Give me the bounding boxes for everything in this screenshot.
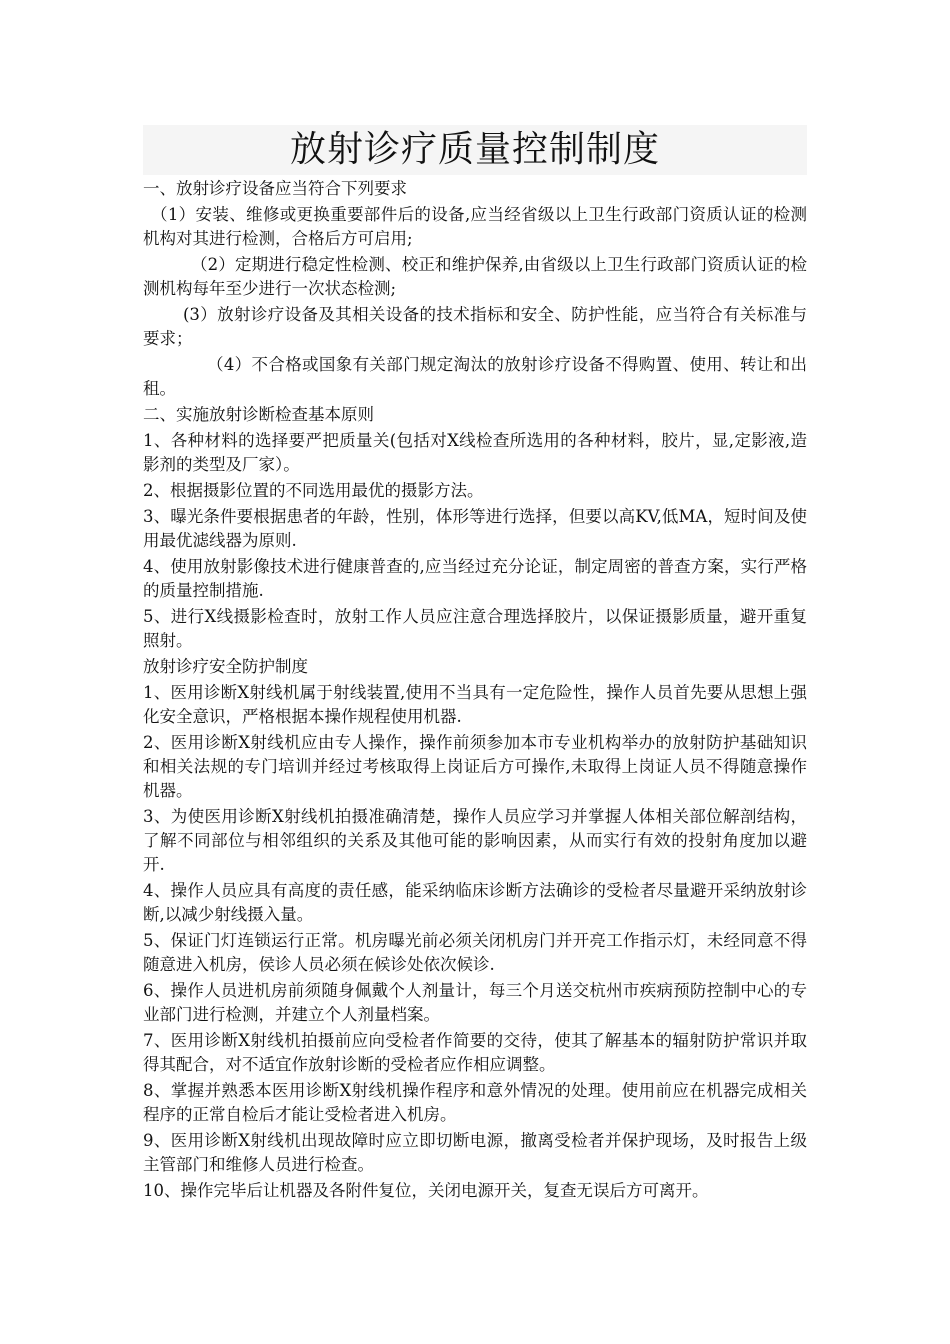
safety-item-9: 9、医用诊断X射线机出现故障时应立即切断电源，撤离受检者并保护现场，及时报告上级主管部门和维修人员进行检查。	[143, 1131, 807, 1174]
title-band	[143, 125, 807, 175]
principle-item-5: 5、进行X线摄影检查时，放射工作人员应注意合理选择胶片，以保证摄影质量，避开重复照射。	[143, 607, 807, 650]
safety-item-3: 3、为使医用诊断X射线机拍摄准确清楚，操作人员应学习并掌握人体相关部位解剖结构，了解不同部位与相邻组织的关系及其他可能的影响因素，从而实行有效的投射角度加以避开.	[143, 807, 807, 874]
safety-item-5: 5、保证门灯连锁运行正常。机房曝光前必须关闭机房门并开亮工作指示灯，未经同意不得随意进入机房，侯诊人员必须在候诊处依次候诊.	[143, 931, 807, 974]
document-title: 放射诊疗质量控制制度	[289, 129, 660, 170]
safety-item-6: 6、操作人员进机房前须随身佩戴个人剂量计，每三个月送交杭州市疾病预防控制中心的专业部门进行检测，并建立个人剂量档案。	[143, 981, 807, 1024]
document-body	[143, 177, 807, 1205]
principle-item-1: 1、各种材料的选择要严把质量关(包括对X线检查所选用的各种材料，胶片，显,定影液,造影剂的类型及厂家）。	[143, 431, 807, 474]
equipment-item-2: （2）定期进行稳定性检测、校正和维护保养,由省级以上卫生行政部门资质认证的检测机构每年至少进行一次状态检测;	[143, 255, 807, 298]
principle-item-2: 2、根据摄影位置的不同选用最优的摄影方法。	[143, 481, 484, 500]
safety-item-10: 10、操作完毕后让机器及各附件复位，关闭电源开关，复查无误后方可离开。	[143, 1181, 709, 1200]
safety-item-2: 2、医用诊断X射线机应由专人操作，操作前须参加本市专业机构举办的放射防护基础知识和相关法规的专门培训并经过考核取得上岗证后方可操作,未取得上岗证人员不得随意操作机器。	[143, 733, 807, 800]
safety-item-1: 1、医用诊断X射线机属于射线装置,使用不当具有一定危险性，操作人员首先要从思想上强化安全意识，严格根据本操作规程使用机器.	[143, 683, 807, 726]
safety-item-4: 4、操作人员应具有高度的责任感，能采纳临床诊断方法确诊的受检者尽量避开采纳放射诊断,以减少射线摄入量。	[143, 881, 807, 924]
section-heading-principles: 二、实施放射诊断检查基本原则	[143, 405, 374, 424]
safety-item-7: 7、医用诊断X射线机拍摄前应向受检者作简要的交待，使其了解基本的辐射防护常识并取得其配合，对不适宜作放射诊断的受检者应作相应调整。	[143, 1031, 807, 1074]
section-heading-equipment: 一、放射诊疗设备应当符合下列要求	[143, 179, 407, 198]
principle-item-3: 3、曝光条件要根据患者的年龄，性别，体形等进行选择，但要以高KV,低MA，短时间及使用最优滤线器为原则.	[143, 507, 807, 550]
equipment-item-3: (3）放射诊疗设备及其相关设备的技术指标和安全、防护性能，应当符合有关标准与要求；	[143, 305, 807, 348]
equipment-item-4: （4）不合格或国象有关部门规定淘汰的放射诊疗设备不得购置、使用、转让和出租。	[143, 355, 807, 398]
equipment-item-1: （1）安装、维修或更换重要部件后的设备,应当经省级以上卫生行政部门资质认证的检测机构对其进行检测，合格后方可启用;	[143, 205, 807, 248]
principle-item-4: 4、使用放射影像技术进行健康普查的,应当经过充分论证，制定周密的普查方案，实行严格的质量控制措施.	[143, 557, 807, 600]
safety-item-8: 8、掌握并熟悉本医用诊断X射线机操作程序和意外情况的处理。使用前应在机器完成相关程序的正常自检后才能让受检者进入机房。	[143, 1081, 807, 1124]
section-heading-safety: 放射诊疗安全防护制度	[143, 657, 308, 676]
